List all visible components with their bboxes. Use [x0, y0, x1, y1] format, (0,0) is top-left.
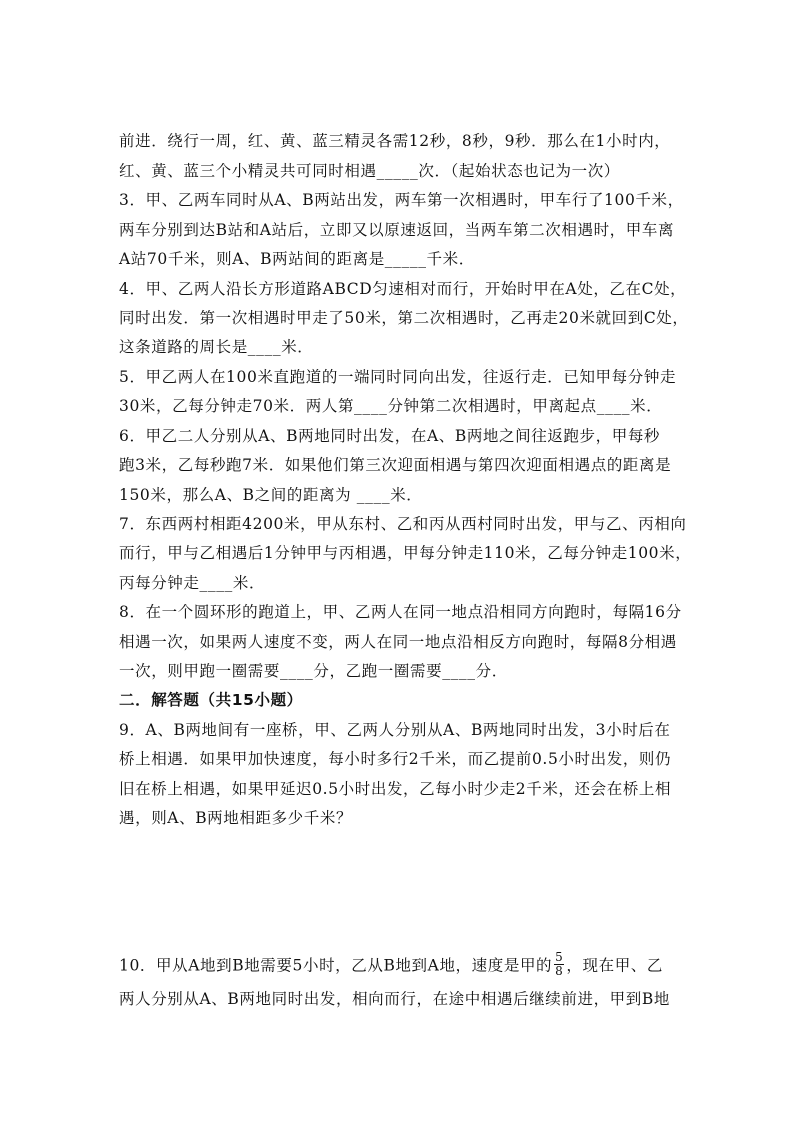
text-line: 相遇一次，如果两人速度不变，两人在同一地点沿相反方向跑时，每隔8分相遇: [119, 633, 677, 651]
section-heading: 二．解答题（共15小题）: [119, 691, 303, 709]
text-line: 这条道路的周长是____米．: [119, 338, 314, 356]
text-line: 30米，乙每分钟走70米．两人第____分钟第二次相遇时，甲离起点____米．: [119, 397, 663, 415]
question-5-line: 5．甲乙两人在100米直跑道的一端同时同向出发，往返行走．已知甲每分钟走: [119, 368, 677, 386]
question-4-line: 4．甲、乙两人沿长方形道路ABCD匀速相对而行，开始时甲在A处，乙在C处，: [119, 280, 687, 298]
fraction-numerator: 5: [555, 950, 564, 964]
question-6-line: 6．甲乙二人分别从A、B两地同时出发，在A、B两地之间往返跑步，甲每秒: [119, 427, 661, 445]
question-10-text-end: ，现在甲、乙: [566, 956, 664, 975]
text-line: 同时出发．第一次相遇时甲走了50米，第二次相遇时，乙再走20米就回到C处，: [119, 309, 689, 327]
question-7-line: 7．东西两村相距4200米，甲从东村、乙和丙从西村同时出发，甲与乙、丙相向: [119, 515, 687, 533]
question-8-line: 8．在一个圆环形的跑道上，甲、乙两人在同一地点沿相同方向跑时，每隔16分: [119, 603, 682, 621]
text-line: 前进．绕行一周，红、黄、蓝三精灵各需12秒，8秒，9秒．那么在1小时内，: [119, 132, 671, 150]
question-10-text-start: 10．甲从A地到B地需要5小时，乙从B地到A地，速度是甲的: [119, 956, 553, 975]
text-line: 跑3米，乙每秒跑7米．如果他们第三次迎面相遇与第四次迎面相遇点的距离是: [119, 456, 672, 474]
text-line: 丙每分钟走____米．: [119, 574, 266, 592]
text-line: 一次，则甲跑一圈需要____分，乙跑一圈需要____分．: [119, 662, 508, 680]
fraction: [554, 951, 564, 978]
question-10-line: [119, 950, 679, 980]
question-9-line: 9．A、B两地间有一座桥，甲、乙两人分别从A、B两地同时出发，3小时后在: [119, 721, 671, 739]
text-line: 桥上相遇．如果甲加快速度，每小时多行2千米，而乙提前0.5小时出发，则仍: [119, 750, 672, 768]
question-3-line: 3．甲、乙两车同时从A、B两站出发，两车第一次相遇时，甲车行了100千米，: [119, 191, 684, 209]
text-line: 红、黄、蓝三个小精灵共可同时相遇_____次．（起始状态也记为一次）: [119, 162, 620, 180]
text-line: 两车分别到达B站和A站后，立即又以原速返回，当两车第二次相遇时，甲车离: [119, 221, 675, 239]
text-line: 而行，甲与乙相遇后1分钟甲与丙相遇，甲每分钟走110米，乙每分钟走100米，: [119, 544, 692, 562]
fraction-denominator: 8: [555, 964, 564, 978]
text-line: 150米，那么A、B之间的距离为 ____米．: [119, 486, 423, 504]
text-line: 两人分别从A、B两地同时出发，相向而行，在途中相遇后继续前进，甲到B地: [119, 990, 670, 1008]
text-line: A站70千米，则A、B两站间的距离是_____千米．: [119, 250, 475, 268]
text-line: 旧在桥上相遇，如果甲延迟0.5小时出发，乙每小时少走2千米，还会在桥上相: [119, 780, 672, 798]
text-line: 遇，则A、B两地相距多少千米？: [119, 809, 353, 827]
